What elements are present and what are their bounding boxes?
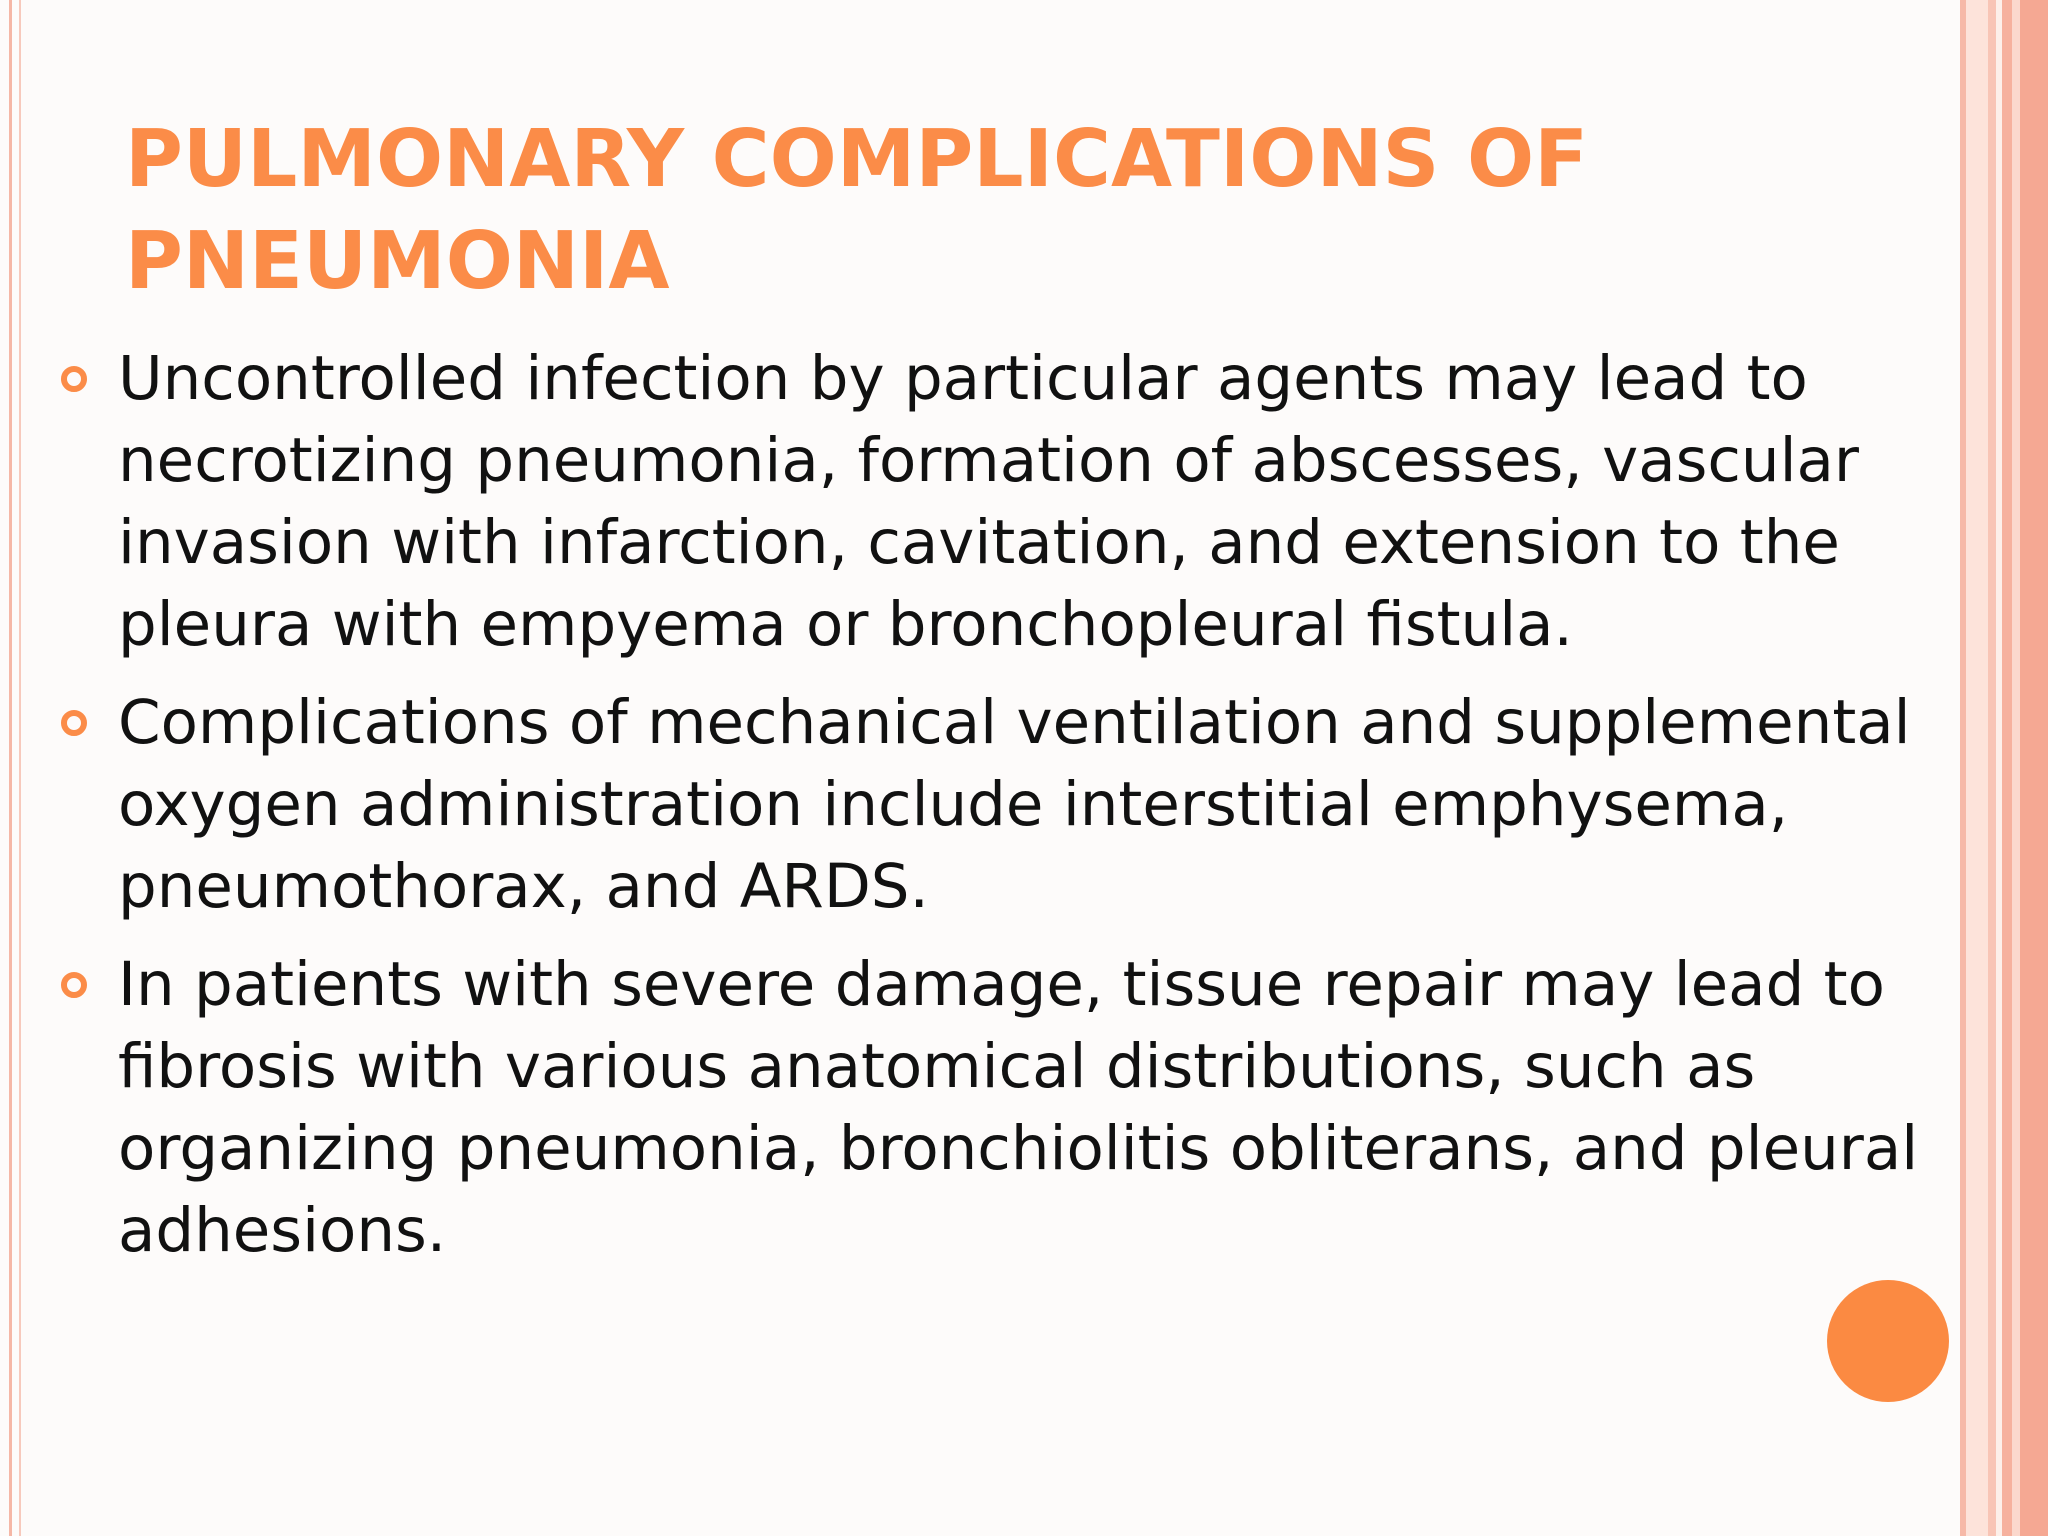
- bullet-item: [55, 338, 1935, 666]
- bullet-item: [55, 682, 1935, 928]
- right-decorative-stripes: [1960, 0, 2048, 1536]
- bullet-text: Uncontrolled infection by particular agents may lead to necrotizing pneumonia, formation of abscesses, vascular invasion with infarction, cavitation, and extension to the pleura with empyema or bronchopleural fistula.: [118, 343, 1859, 660]
- bullet-item: [55, 944, 1935, 1272]
- slide-title: PULMONARY COMPLICATIONS OF PNEUMONIA: [125, 113, 1589, 307]
- hollow-circle-icon: [61, 710, 87, 736]
- left-border-line: [9, 0, 12, 1536]
- hollow-circle-icon: [61, 972, 87, 998]
- left-border-line-inner: [19, 0, 21, 1536]
- bullet-text: In patients with severe damage, tissue repair may lead to fibrosis with various anatomical distributions, such as organizing pneumonia, bronchiolitis obliterans, and pleural adhesions.: [118, 949, 1919, 1266]
- bullet-list: [55, 338, 1935, 1288]
- hollow-circle-icon: [61, 366, 87, 392]
- filled-circle-icon: [1827, 1280, 1949, 1402]
- bullet-text: Complications of mechanical ventilation and supplemental oxygen administration include interstitial emphysema, pneumothorax, and ARDS.: [118, 687, 1911, 922]
